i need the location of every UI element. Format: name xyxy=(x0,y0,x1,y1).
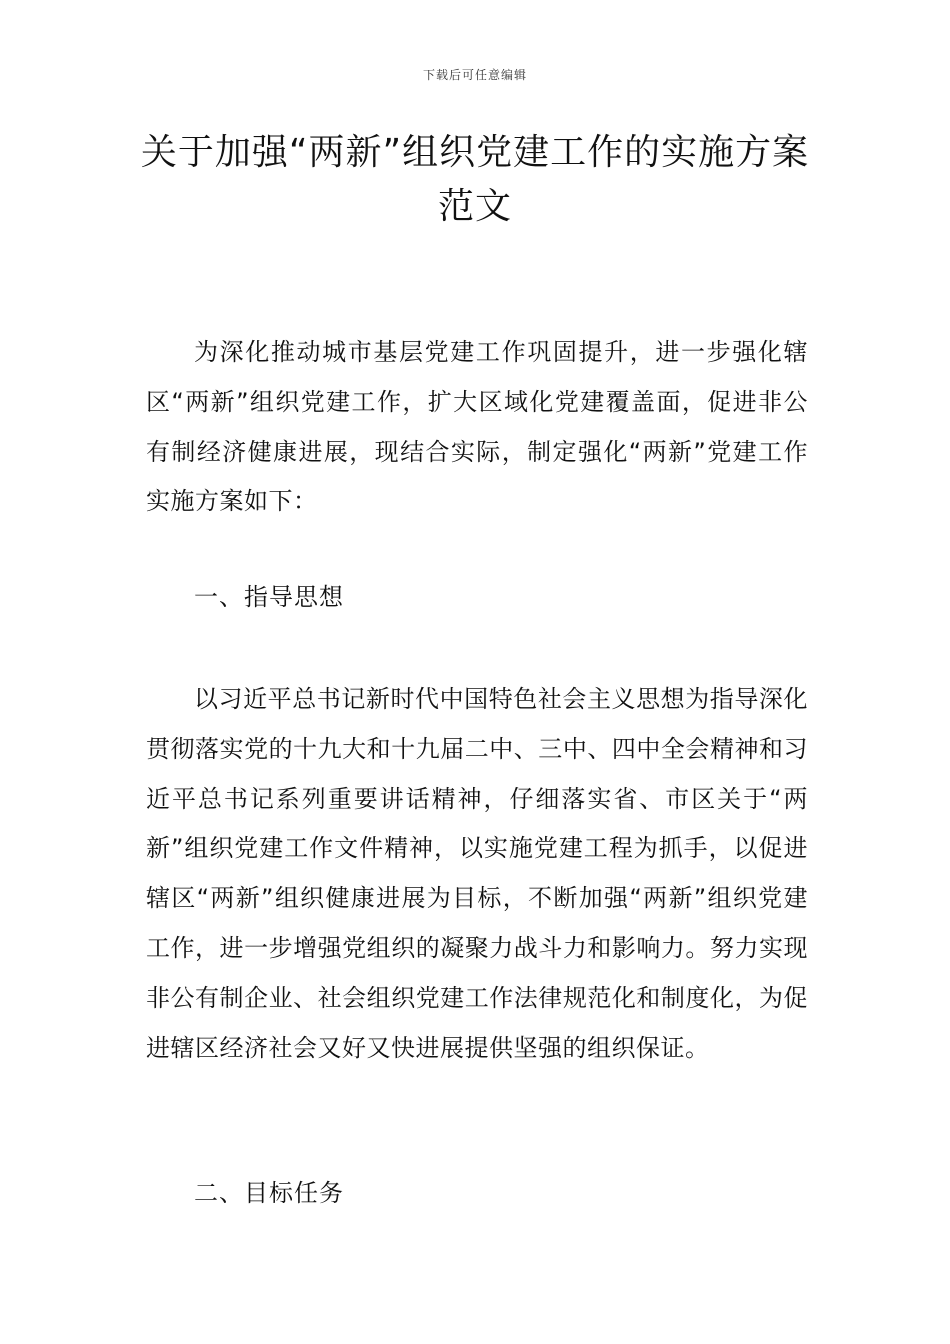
section-body-guiding-ideology: 以习近平总书记新时代中国特色社会主义思想为指导深化贯彻落实党的十九大和十九届二中、三中、四中全会精神和习近平总书记系列重要讲话精神，仔细落实省、市区关于“两新”组织党建工作文件精神，以实施党建工程为抓手，以促进辖区“两新”组织健康进展为目标，不断加强“两新”组织党建工作，进一步增强党组织的凝聚力战斗力和影响力。努力实现非公有制企业、社会组织党建工作法律规范化和制度化，为促进辖区经济社会又好又快进展提供坚强的组织保证。 xyxy=(146,685,808,1062)
section-heading-goals-tasks: 二、目标任务 xyxy=(194,1179,344,1207)
document-title: 关于加强“两新”组织党建工作的实施方案范文 xyxy=(140,132,810,227)
intro-paragraph: 为深化推动城市基层党建工作巩固提升，进一步强化辖区“两新”组织党建工作，扩大区域化党建覆盖面，促进非公有制经济健康进展，现结合实际，制定强化“两新”党建工作实施方案如下： xyxy=(146,338,808,516)
section-heading-guiding-ideology: 一、指导思想 xyxy=(194,583,344,611)
header-note: 下载后可任意编辑 xyxy=(422,68,527,82)
